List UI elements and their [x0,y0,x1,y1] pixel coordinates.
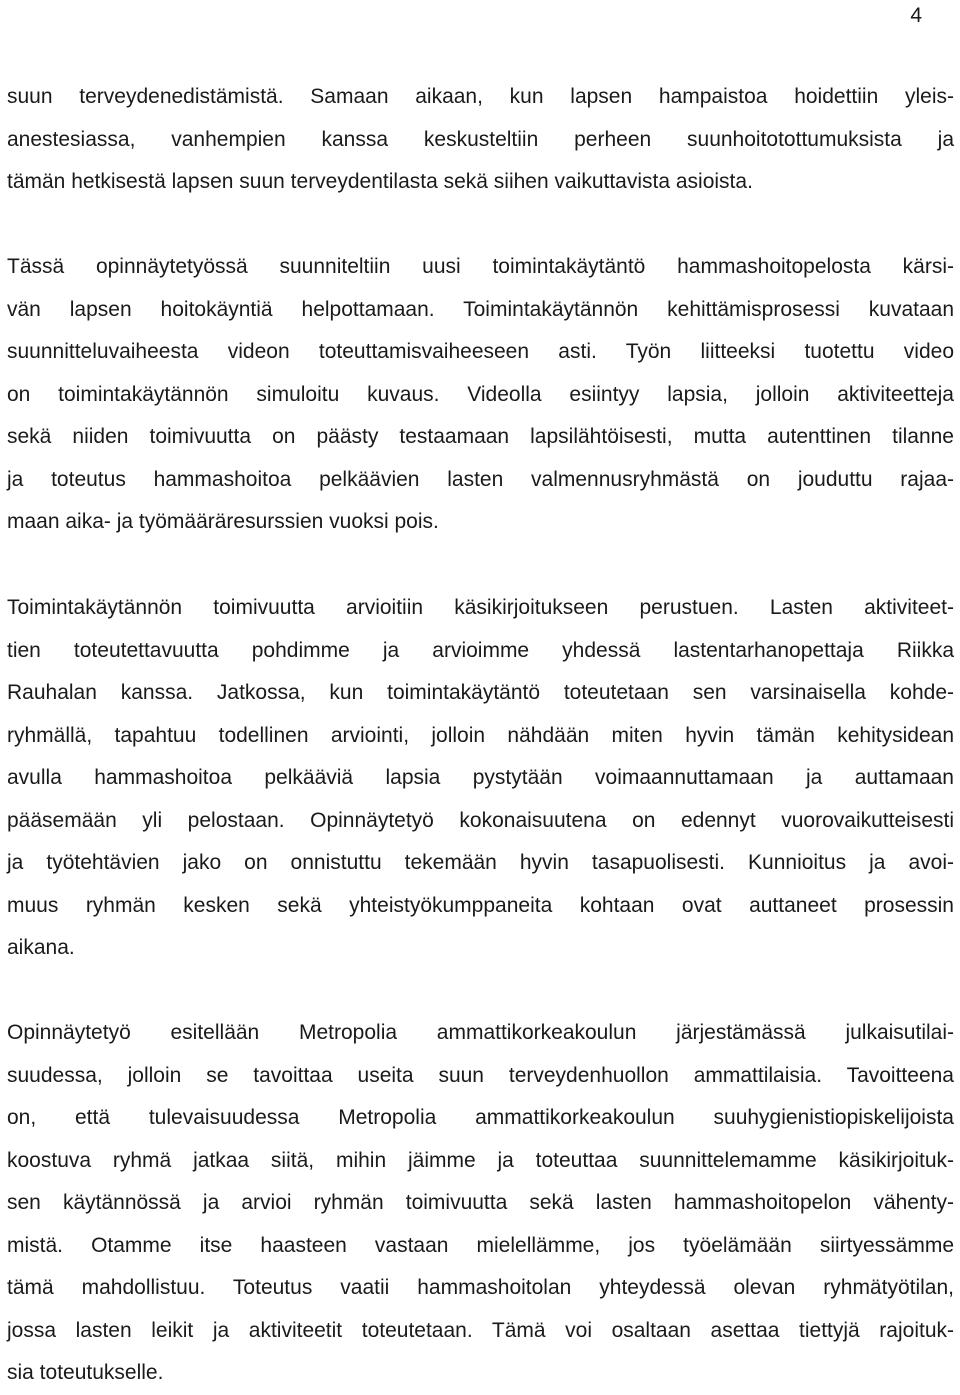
text-line: Opinnäytetyö esitellään Metropolia ammattikorkeakoulun järjestämässä julkaisutilai- [7,1021,954,1044]
paragraph-2 [7,246,954,544]
text-line: sekä niiden toimivuutta on päästy testaamaan lapsilähtöisesti, mutta autenttinen tilanne [7,425,954,448]
text-line: ja toteutus hammashoitoa pelkäävien lasten valmennusryhmästä on jouduttu rajaa- [7,467,954,491]
text-line: tämän hetkisestä lapsen suun terveydentilasta sekä siihen vaikuttavista asioista. [7,170,753,193]
text-line: aikana. [7,936,75,959]
text-line: pääsemään yli pelostaan. Opinnäytetyö kokonaisuutena on edennyt vuorovaikutteisesti [7,808,954,832]
text-line: suudessa, jolloin se tavoittaa useita suun terveydenhuollon ammattilaisia. Tavoitteena [7,1063,954,1087]
text-line: muus ryhmän kesken sekä yhteistyökumppaneita kohtaan ovat auttaneet prosessin [7,893,954,917]
text-line: ja työtehtävien jako on onnistuttu tekemään hyvin tasapuolisesti. Kunnioitus ja avoi- [7,851,954,874]
text-line: tien toteutettavuutta pohdimme ja arvioimme yhdessä lastentarhanopettaja Riikka [7,638,954,662]
page-number: 4 [910,4,922,27]
text-line: avulla hammashoitoa pelkääviä lapsia pystytään voimaannuttamaan ja auttamaan [7,766,954,789]
text-line: Rauhalan kanssa. Jatkossa, kun toimintakäytäntö toteutetaan sen varsinaisella kohde- [7,681,954,704]
paragraph-4 [7,1012,954,1395]
paragraph-3 [7,587,954,970]
text-line: anestesiassa, vanhempien kanssa keskusteltiin perheen suunhoitotottumuksista ja [7,127,954,151]
text-line: tämä mahdollistuu. Toteutus vaatii hammashoitolan yhteydessä olevan ryhmätyötilan, [7,1276,954,1299]
text-line: mistä. Otamme itse haasteen vastaan mielellämme, jos työelämään siirtyessämme [7,1233,954,1257]
text-line: on toimintakäytännön simuloitu kuvaus. Videolla esiintyy lapsia, jolloin aktiviteetteja [7,382,954,406]
text-line: suun terveydenedistämistä. Samaan aikaan, kun lapsen hampaistoa hoidettiin yleis- [7,85,954,108]
text-line: on, että tulevaisuudessa Metropolia ammattikorkeakoulun suuhygienistiopiskelijoista [7,1106,954,1129]
text-line: vän lapsen hoitokäyntiä helpottamaan. Toimintakäytännön kehittämisprosessi kuvataan [7,297,954,321]
text-line: sia toteutukselle. [7,1361,164,1384]
text-line: sen käytännössä ja arvioi ryhmän toimivuutta sekä lasten hammashoitopelon vähenty- [7,1191,954,1214]
text-line: jossa lasten leikit ja aktiviteetit toteutetaan. Tämä voi osaltaan asettaa tiettyjä rajoituk- [7,1318,954,1342]
text-line: koostuva ryhmä jatkaa siitä, mihin jäimme ja toteuttaa suunnittelemamme käsikirjoituk- [7,1148,954,1172]
paragraph-1 [7,76,954,204]
text-line: maan aika- ja työmääräresurssien vuoksi pois. [7,510,439,533]
text-line: Tässä opinnäytetyössä suunniteltiin uusi toimintakäytäntö hammashoitopelosta kärsi- [7,255,954,278]
text-line: Toimintakäytännön toimivuutta arvioitiin käsikirjoitukseen perustuen. Lasten aktiviteet- [7,596,954,619]
text-line: suunnitteluvaiheesta videon toteuttamisvaiheeseen asti. Työn liitteeksi tuotettu video [7,340,954,363]
text-line: ryhmällä, tapahtuu todellinen arviointi, jolloin nähdään miten hyvin tämän kehitysidean [7,723,954,747]
